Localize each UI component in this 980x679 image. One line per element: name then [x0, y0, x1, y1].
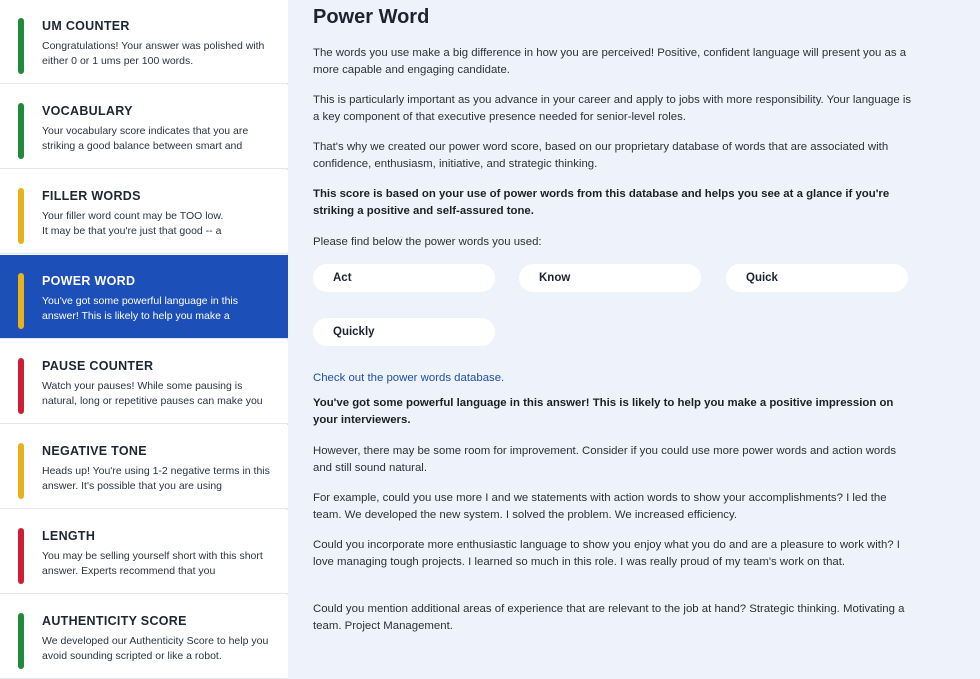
status-indicator: [18, 188, 24, 244]
sidebar-item-desc: Congratulations! Your answer was polished with either 0 or 1 ums per 100 words.: [42, 40, 265, 67]
status-indicator: [18, 18, 24, 74]
sidebar-item-length[interactable]: [0, 510, 288, 594]
sidebar: [0, 0, 288, 679]
career-paragraph: This is particularly important as you advance in your career and apply to jobs with more responsibility. Your language is a key component of that executive presence needed for senior-level roles.: [313, 94, 912, 123]
score-basis-paragraph: This score is based on your use of power words from this database and helps you see at a glance if you're striking a positive and self-assured tone.: [313, 188, 890, 217]
power-word-chip: Quickly: [313, 318, 495, 346]
sidebar-item-power-word[interactable]: [0, 255, 288, 339]
intro-paragraph: The words you use make a big difference in how you are perceived! Positive, confident language will present you as a more capable and engaging candidate.: [313, 47, 907, 76]
sidebar-item-filler-words[interactable]: [0, 170, 288, 254]
sidebar-item-title: UM COUNTER: [42, 19, 130, 33]
power-words-database-link[interactable]: Check out the power words database.: [313, 372, 505, 384]
sidebar-item-desc: Your filler word count may be TOO low. It may be that you're just that good -- a: [42, 210, 224, 237]
status-indicator: [18, 358, 24, 414]
sidebar-item-desc: You've got some powerful language in this answer! This is likely to help you make a: [42, 295, 238, 322]
sidebar-item-title: NEGATIVE TONE: [42, 444, 147, 458]
status-indicator: [18, 103, 24, 159]
improvement-paragraph: However, there may be some room for improvement. Consider if you could use more power words and action words and still sound natural.: [313, 445, 897, 474]
sidebar-item-desc: Heads up! You're using 1-2 negative terms in this answer. It's possible that you are using: [42, 465, 270, 492]
feedback-summary: You've got some powerful language in this answer! This is likely to help you make a positive impression on your interviewers.: [313, 397, 894, 426]
sidebar-item-title: LENGTH: [42, 529, 96, 543]
sidebar-item-um-counter[interactable]: [0, 0, 288, 84]
sidebar-item-authenticity-score[interactable]: [0, 595, 288, 679]
sidebar-item-desc: We developed our Authenticity Score to help you avoid sounding scripted or like a robot.: [42, 635, 269, 662]
sidebar-item-desc: Your vocabulary score indicates that you are striking a good balance between smart and: [42, 125, 249, 152]
status-indicator: [18, 528, 24, 584]
enthusiasm-paragraph: Could you incorporate more enthusiastic language to show you enjoy what you do and are a pleasure to work with? I love managing tough projects. I learned so much in this role. I was really proud of my team's work on that.: [313, 539, 900, 568]
sidebar-item-desc: You may be selling yourself short with this short answer. Experts recommend that you: [42, 550, 263, 577]
power-word-chip: Quick: [726, 264, 908, 292]
sidebar-item-title: FILLER WORDS: [42, 189, 141, 203]
sidebar-item-title: AUTHENTICITY SCORE: [42, 614, 187, 628]
page-title: Power Word: [313, 6, 430, 28]
sidebar-item-title: POWER WORD: [42, 274, 136, 288]
status-indicator: [18, 443, 24, 499]
example-paragraph: For example, could you use more I and we statements with action words to show your accomplishments? I led the team. We developed the new system. I solved the problem. We increased efficiency.: [313, 492, 887, 521]
score-origin-paragraph: That's why we created our power word score, based on our proprietary database of words that are associated with confidence, enthusiasm, initiative, and strategic thinking.: [313, 141, 889, 170]
status-indicator: [18, 273, 24, 329]
sidebar-item-negative-tone[interactable]: [0, 425, 288, 509]
status-indicator: [18, 613, 24, 669]
power-word-chip: Act: [313, 264, 495, 292]
words-intro-text: Please find below the power words you used:: [313, 236, 542, 248]
sidebar-item-vocabulary[interactable]: [0, 85, 288, 169]
sidebar-item-pause-counter[interactable]: [0, 340, 288, 424]
power-word-chip: Know: [519, 264, 701, 292]
sidebar-item-desc: Watch your pauses! While some pausing is natural, long or repetitive pauses can make you: [42, 380, 263, 407]
sidebar-item-title: PAUSE COUNTER: [42, 359, 154, 373]
experience-paragraph: Could you mention additional areas of experience that are relevant to the job at hand? Strategic thinking. Motivating a team. Project Management.: [313, 603, 905, 632]
sidebar-item-title: VOCABULARY: [42, 104, 133, 118]
